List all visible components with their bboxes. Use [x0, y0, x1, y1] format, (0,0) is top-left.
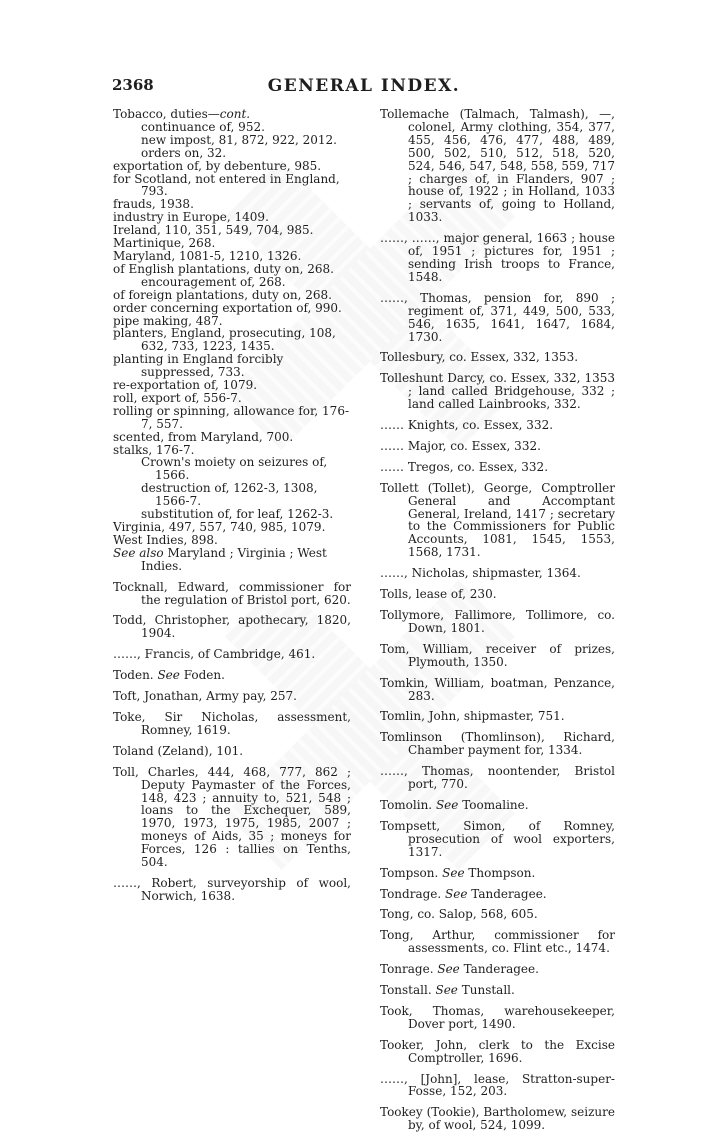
tobacco-subentry: Virginia, 497, 557, 740, 985, 1079.: [113, 520, 326, 534]
tobacco-subentry: of English plantations, duty on, 268.: [113, 261, 334, 276]
index-column-right: [380, 108, 615, 1132]
tobacco-subentry: industry in Europe, 1409.: [113, 210, 269, 225]
see-label: See: [442, 865, 465, 880]
index-entry: Tong, Arthur, commissioner for assessments, co. Flint etc., 1474.: [380, 928, 615, 956]
tobacco-subentries: [113, 121, 351, 547]
tobacco-subentry: West Indies, 898.: [113, 532, 218, 547]
tobacco-subentry: of foreign plantations, duty on, 268.: [113, 287, 332, 302]
index-entry-tonrage: [380, 963, 615, 976]
see-reference: Foden.: [179, 668, 225, 683]
tobacco-subentry: planting in England forcibly suppressed, 733.: [113, 352, 284, 380]
see-label: See: [157, 668, 180, 683]
tobacco-subentry: roll, export of, 556-7.: [113, 390, 242, 405]
entry-heading: Tompson.: [380, 865, 439, 880]
index-entry: Toft, Jonathan, Army pay, 257.: [113, 689, 297, 704]
tobacco-subentry: orders on, 32.: [141, 145, 227, 160]
tobacco-subentry: frauds, 1938.: [113, 197, 194, 212]
index-entry: …… Knights, co. Essex, 332.: [380, 418, 554, 433]
index-entries-group: [380, 108, 615, 791]
running-title: GENERAL INDEX.: [267, 76, 461, 96]
index-entry: Tocknall, Edward, commissioner for the regulation of Bristol port, 620.: [113, 579, 351, 607]
entry-heading: Tobacco, duties—: [113, 107, 220, 121]
index-entry: Tomkin, William, boatman, Penzance, 283.: [380, 675, 615, 703]
index-entry-tondrage: [380, 888, 615, 901]
tobacco-subentry: scented, from Maryland, 700.: [113, 429, 294, 444]
index-entry: Tooker, John, clerk to the Excise Comptroller, 1696.: [380, 1037, 615, 1065]
index-entry: Tollett (Tollet), George, Comptroller General and Accomptant General, Ireland, 1417 ; secretary to the Commissioners for Public Accounts, 1081, 1545, 1553, 1568, 1731.: [380, 480, 616, 560]
entry-heading: Tomolin.: [380, 797, 433, 812]
entry-heading: Toden.: [113, 668, 154, 683]
tobacco-subentry: substitution of, for leaf, 1262-3.: [141, 507, 334, 522]
index-entry: Tollesbury, co. Essex, 332, 1353.: [380, 350, 579, 365]
tobacco-subentry: for Scotland, not entered in England, 793.: [113, 171, 340, 199]
index-entry: Tollemache (Talmach, Talmash), —, colonel, Army clothing, 354, 377, 455, 456, 476, 477, 488, 489, 500, 502, 510, 512, 518, 520, 524, 546, 547, 548, 558, 559, 717 ; charges of, in Flanders, 907 ; house of, 1922 ; in Holland, 1033 ; servants of, going to Holland, 1033.: [380, 107, 615, 225]
page-header: [112, 76, 616, 102]
index-entry: Took, Thomas, warehousekeeper, Dover port, 1490.: [380, 1003, 615, 1031]
tobacco-subentry: new impost, 81, 872, 922, 2012.: [141, 132, 337, 147]
index-entry: ……, Thomas, pension for, 890 ; regiment of, 371, 449, 500, 533, 546, 1635, 1641, 1647, 1684, 1730.: [380, 290, 615, 344]
index-entry: ……, Francis, of Cambridge, 461.: [113, 647, 316, 662]
entry-heading: Tonrage.: [380, 962, 434, 977]
tobacco-subentry: Crown's moiety on seizures of, 1566.: [141, 455, 328, 483]
tobacco-subentry: exportation of, by debenture, 985.: [113, 158, 322, 173]
see-also-label: See also: [113, 545, 164, 560]
index-column-left: [113, 108, 351, 903]
see-label: See: [445, 886, 468, 901]
index-entry: …… Major, co. Essex, 332.: [380, 438, 541, 453]
index-entry: ……, Nicholas, shipmaster, 1364.: [380, 566, 581, 581]
index-entry: Tomlinson (Thomlinson), Richard, Chamber payment for, 1334.: [380, 730, 615, 758]
see-label: See: [437, 962, 460, 977]
index-entry-tonstall: [380, 984, 615, 997]
tobacco-subentry: pipe making, 487.: [113, 313, 223, 328]
see-reference: Tanderagee.: [467, 886, 547, 901]
tobacco-subentry: stalks, 176-7.: [113, 442, 195, 457]
see-also-text: Maryland ; Virginia ; West Indies.: [141, 545, 327, 573]
index-entry: Tolleshunt Darcy, co. Essex, 332, 1353 ; land called Bridgehouse, 332 ; land called Lainbrooks, 332.: [380, 371, 615, 412]
index-entry-tobacco: [113, 108, 351, 121]
tobacco-subentry: Maryland, 1081-5, 1210, 1326.: [113, 248, 302, 263]
see-reference: Tanderagee.: [459, 962, 539, 977]
tobacco-subentry: order concerning exportation of, 990.: [113, 300, 342, 315]
index-entry: Tolls, lease of, 230.: [380, 587, 497, 602]
index-entry: Tom, William, receiver of prizes, Plymouth, 1350.: [380, 641, 615, 669]
index-entry: ……, Thomas, noontender, Bristol port, 770.: [380, 764, 615, 792]
tobacco-subentry: continuance of, 952.: [141, 119, 265, 134]
page-number: 2368: [112, 76, 154, 94]
see-reference: Thompson.: [464, 865, 536, 880]
tobacco-subentry: Ireland, 110, 351, 549, 704, 985.: [113, 223, 314, 238]
index-entry: Tookey (Tookie), Bartholomew, seizure by, of wool, 524, 1099.: [380, 1105, 615, 1132]
see-label: See: [435, 983, 458, 998]
index-entry: Tong, co. Salop, 568, 605.: [380, 907, 538, 922]
continued-marker: cont.: [219, 107, 251, 121]
see-reference: Toomaline.: [458, 797, 529, 812]
index-entry-toden: [113, 669, 351, 682]
index-entry-tompson: [380, 867, 615, 880]
see-reference: Tunstall.: [457, 983, 515, 998]
index-entry: Tomlin, John, shipmaster, 751.: [380, 709, 565, 724]
tobacco-subentry: rolling or spinning, allowance for, 176-7, 557.: [113, 403, 350, 431]
index-entry: Toland (Zeland), 101.: [113, 743, 244, 758]
index-entry: Toll, Charles, 444, 468, 777, 862 ; Deputy Paymaster of the Forces, 148, 423 ; annuity to, 521, 548 ; loans to the Exchequer, 589, 1970, 1973, 1975, 1985, 2007 ; moneys of Aids, 35 ; moneys for Forces, 126 : tallies on Tenths, 504.: [113, 764, 351, 870]
index-entry: ……, ……, major general, 1663 ; house of, 1951 ; pictures for, 1951 ; sending Irish troops to France, 1548.: [380, 231, 615, 284]
index-entry-tomolin: [380, 799, 615, 812]
tobacco-subentry: Martinique, 268.: [113, 236, 216, 251]
index-entry: ……, [John], lease, Stratton-super-Fosse, 152, 203.: [380, 1071, 615, 1099]
see-label: See: [435, 797, 459, 812]
entry-heading: Tonstall.: [380, 983, 432, 998]
see-also-line: [113, 547, 351, 573]
index-entry: ……, Robert, surveyorship of wool, Norwich, 1638.: [113, 875, 351, 903]
index-entry: Todd, Christopher, apothecary, 1820, 1904.: [113, 613, 351, 641]
tobacco-subentry: encouragement of, 268.: [141, 274, 286, 289]
index-entry: Toke, Sir Nicholas, assessment, Romney, 1619.: [113, 709, 351, 737]
entry-heading: Tondrage.: [380, 886, 442, 901]
index-entry: Tollymore, Fallimore, Tollimore, co. Down, 1801.: [380, 608, 615, 635]
tobacco-subentry: planters, England, prosecuting, 108, 632, 733, 1223, 1435.: [113, 326, 336, 354]
index-entry: …… Tregos, co. Essex, 332.: [380, 459, 549, 474]
index-entry: Tompsett, Simon, of Romney, prosecution of wool exporters, 1317.: [380, 818, 615, 859]
tobacco-subentry: re-exportation of, 1079.: [113, 378, 258, 393]
tobacco-subentry: destruction of, 1262-3, 1308, 1566-7.: [141, 481, 318, 509]
